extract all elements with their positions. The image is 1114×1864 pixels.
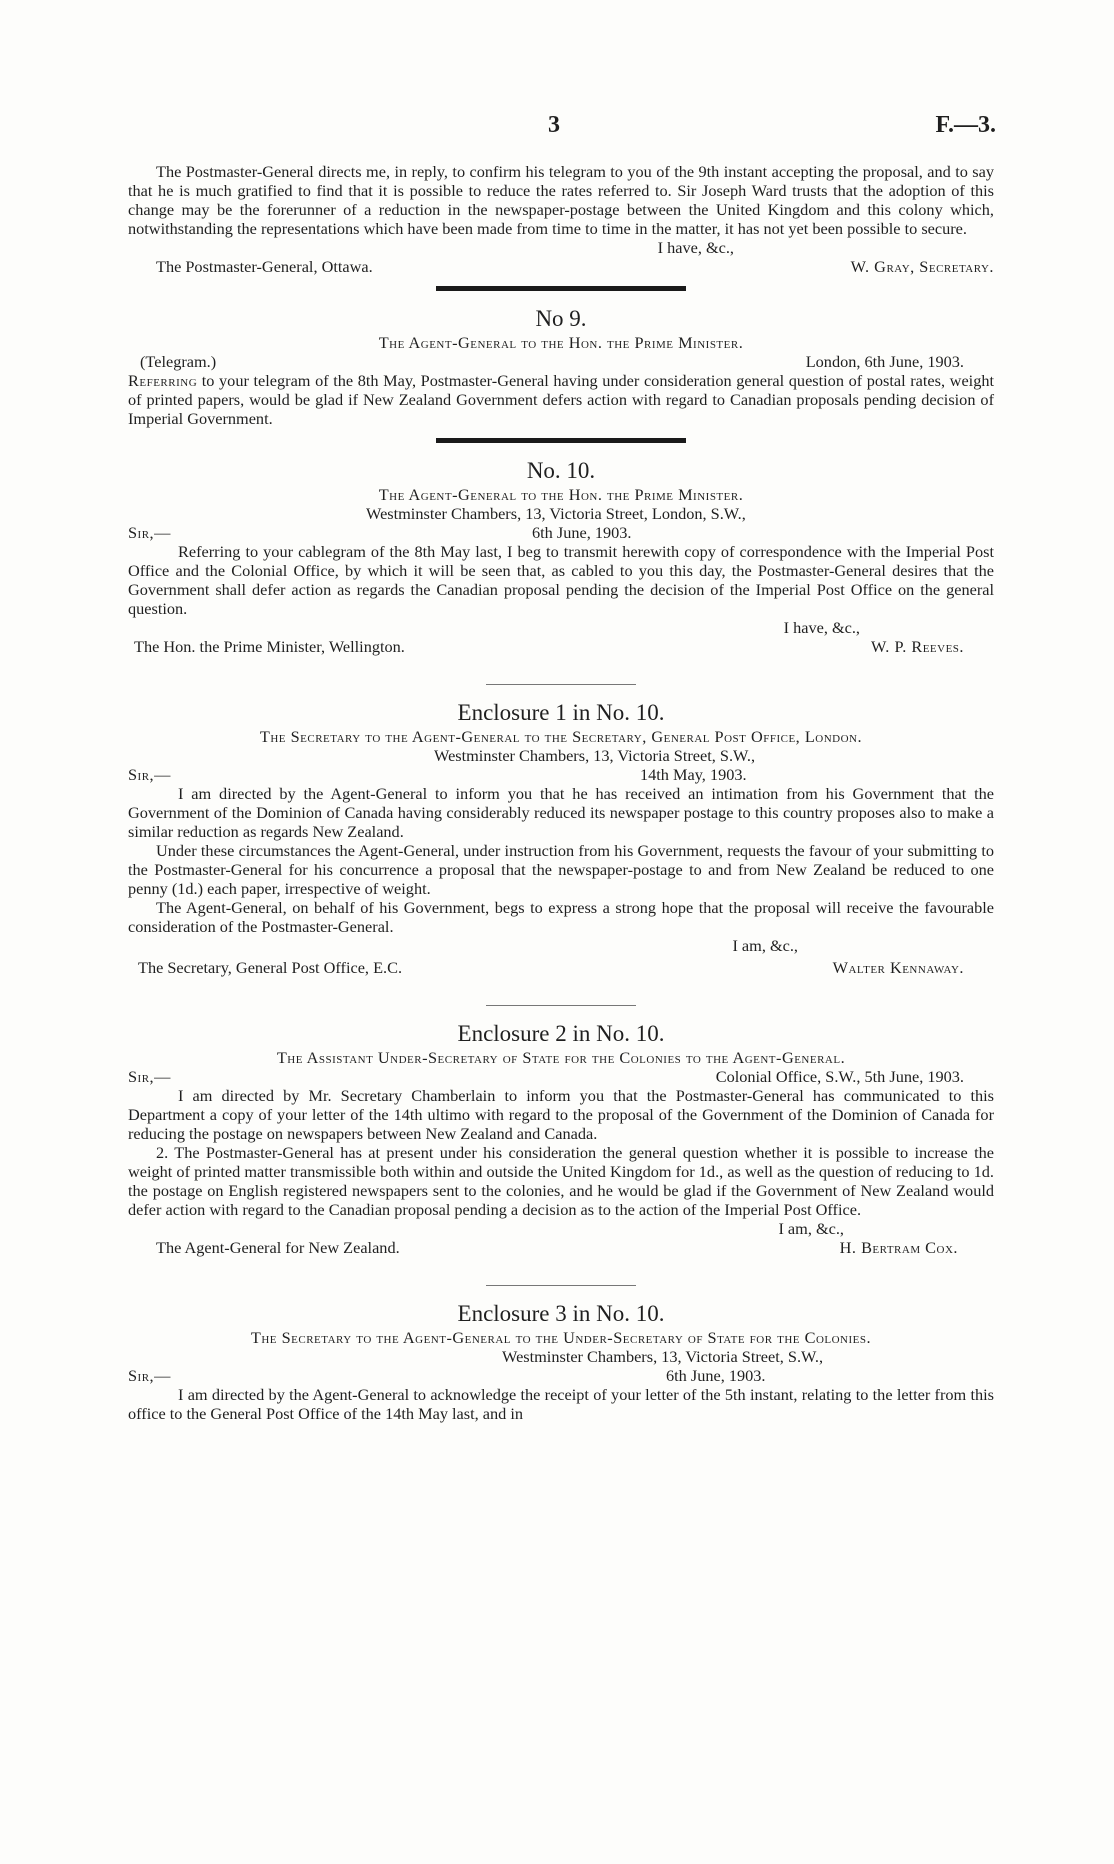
enc1-address: Westminster Chambers, 13, Victoria Street, S.W., [434, 746, 756, 765]
page-header [0, 112, 1114, 142]
no9-body [128, 371, 994, 428]
enc3-heading: Enclosure 3 in No. 10. [457, 1301, 665, 1326]
intro-letter [128, 162, 994, 1423]
no10-closing-line [128, 618, 994, 637]
no10-closing: I have, &c., [783, 618, 860, 637]
no9-heading: No 9. [535, 306, 587, 331]
no9-body-text: to your telegram of the 8th May, Postmaster-General having under consideration general question of postal rates, weight of printed papers, would be glad if New Zealand Government defers action with regard to Canadian proposals pending decision of Imperial Government. [128, 371, 994, 428]
enc2-closing: I am, &c., [778, 1219, 844, 1238]
enc2-addressee: The Agent-General for New Zealand. [156, 1238, 400, 1257]
intro-addressee-line [128, 257, 994, 276]
enc1-paragraph-1: I am directed by the Agent-General to inform you that he has received an intimation from his Government that the Government of the Dominion of Canada having considerably reduced its newspaper postage to this country proposes also to make a similar reduction as regards New Zealand. [128, 784, 994, 841]
section-rule-thin [486, 1005, 636, 1006]
intro-signature: W. Gray, Secretary. [850, 257, 994, 276]
enc1-heading: Enclosure 1 in No. 10. [457, 700, 665, 725]
enc1-paragraph-2: Under these circumstances the Agent-General, under instruction from his Government, requests the favour of your submitting to the Postmaster-General for his concurrence a proposal that the newspaper-postage to and from New Zealand be reduced to one penny (1d.) each paper, irrespective of weight. [128, 841, 994, 898]
no9-telegram-line [128, 352, 994, 371]
document-reference: F.—3. [935, 112, 996, 138]
enc2-address: Colonial Office, S.W., 5th June, 1903. [715, 1067, 964, 1086]
intro-addressee: The Postmaster-General, Ottawa. [156, 257, 373, 276]
enc2-paragraph-2: 2. The Postmaster-General has at present under his consideration the general question whether it is possible to increase the weight of printed matter transmissible both within and outside the United Kingdom for 1d., as well as the question of reducing to 1d. the postage on English registered newspapers sent to the colonies, and he would be glad if the Government of New Zealand would defer action with regard to the Canadian proposal pending a decision as to the action of the Imperial Post Office. [128, 1143, 994, 1219]
enc3-salutation: Sir,— [128, 1366, 171, 1385]
enc1-addressee-line [128, 958, 994, 977]
enc2-closing-line [128, 1219, 994, 1238]
enc2-address-line [128, 1067, 994, 1086]
no10-date: 6th June, 1903. [532, 523, 632, 542]
intro-closing: I have, &c., [657, 238, 734, 257]
enc1-addressee: The Secretary, General Post Office, E.C. [138, 958, 403, 977]
enc2-signature: H. Bertram Cox. [839, 1238, 958, 1257]
section-rule-thin [486, 684, 636, 685]
enc3-date: 6th June, 1903. [666, 1366, 766, 1385]
no9-route: The Agent-General to the Hon. the Prime Minister. [378, 333, 744, 352]
enc3-paragraph-1: I am directed by the Agent-General to acknowledge the receipt of your letter of the 5th instant, relating to the letter from this office to the General Post Office of the 14th May last, and in [128, 1385, 994, 1423]
section-rule-thick [436, 438, 686, 443]
enc1-route: The Secretary to the Agent-General to the Secretary, General Post Office, London. [259, 727, 863, 746]
intro-paragraph: The Postmaster-General directs me, in reply, to confirm his telegram to you of the 9th instant accepting the proposal, and to say that he is much gratified to find that it is possible to reduce the rates referred to. Sir Joseph Ward trusts that the adoption of this change may be the forerunner of a reduction in the newspaper-postage between the United Kingdom and this colony which, notwithstanding the representations which have been made from time to time in the matter, it has not yet been possible to secure. [128, 162, 994, 238]
enc3-salutation-line [128, 1366, 994, 1385]
no9-lead-word: Referring [128, 371, 198, 390]
no10-addressee: The Hon. the Prime Minister, Wellington. [134, 637, 405, 656]
no9-telegram-label: (Telegram.) [140, 352, 217, 371]
no10-salutation: Sir,— [128, 523, 171, 542]
no9-place-date: London, 6th June, 1903. [805, 352, 964, 371]
intro-closing-line [128, 238, 994, 257]
section-rule-thick [436, 286, 686, 291]
enc2-route: The Assistant Under-Secretary of State for the Colonies to the Agent-General. [276, 1048, 846, 1067]
no10-heading: No. 10. [526, 458, 596, 483]
enc1-paragraph-3: The Agent-General, on behalf of his Government, begs to express a strong hope that the proposal will receive the favourable consideration of the Postmaster-General. [128, 898, 994, 936]
enc2-heading: Enclosure 2 in No. 10. [457, 1021, 665, 1046]
enc3-route: The Secretary to the Agent-General to the Under-Secretary of State for the Colonies. [250, 1328, 872, 1347]
no10-address: Westminster Chambers, 13, Victoria Street, London, S.W., [366, 504, 746, 523]
enc2-paragraph-1: I am directed by Mr. Secretary Chamberlain to inform you that the Postmaster-General has communicated to this Department a copy of your letter of the 14th ultimo with regard to the proposal of the Government of the Dominion of Canada for reducing the postage on newspapers between New Zealand and Canada. [128, 1086, 994, 1143]
no10-salutation-line [128, 523, 994, 542]
enc1-closing: I am, &c., [732, 936, 798, 955]
section-rule-thin [486, 1285, 636, 1286]
enc1-date: 14th May, 1903. [640, 765, 747, 784]
page-number: 3 [548, 112, 560, 138]
enc3-address: Westminster Chambers, 13, Victoria Street, S.W., [502, 1347, 824, 1366]
no10-route: The Agent-General to the Hon. the Prime Minister. [378, 485, 744, 504]
enc1-salutation: Sir,— [128, 765, 171, 784]
enc1-salutation-line [128, 765, 994, 784]
no10-addressee-line [128, 637, 994, 656]
enc1-closing-line [128, 936, 994, 955]
no10-signature: W. P. Reeves. [870, 637, 964, 656]
no10-body: Referring to your cablegram of the 8th May last, I beg to transmit herewith copy of correspondence with the Imperial Post Office and the Colonial Office, by which it will be seen that, as cabled to you this day, the Postmaster-General desires that the Government shall defer action as regards the Canadian proposal pending the decision of the Imperial Post Office on the general question. [128, 542, 994, 618]
enc2-salutation: Sir,— [128, 1067, 171, 1086]
enc2-addressee-line [128, 1238, 994, 1257]
enc1-signature: Walter Kennaway. [832, 958, 964, 977]
